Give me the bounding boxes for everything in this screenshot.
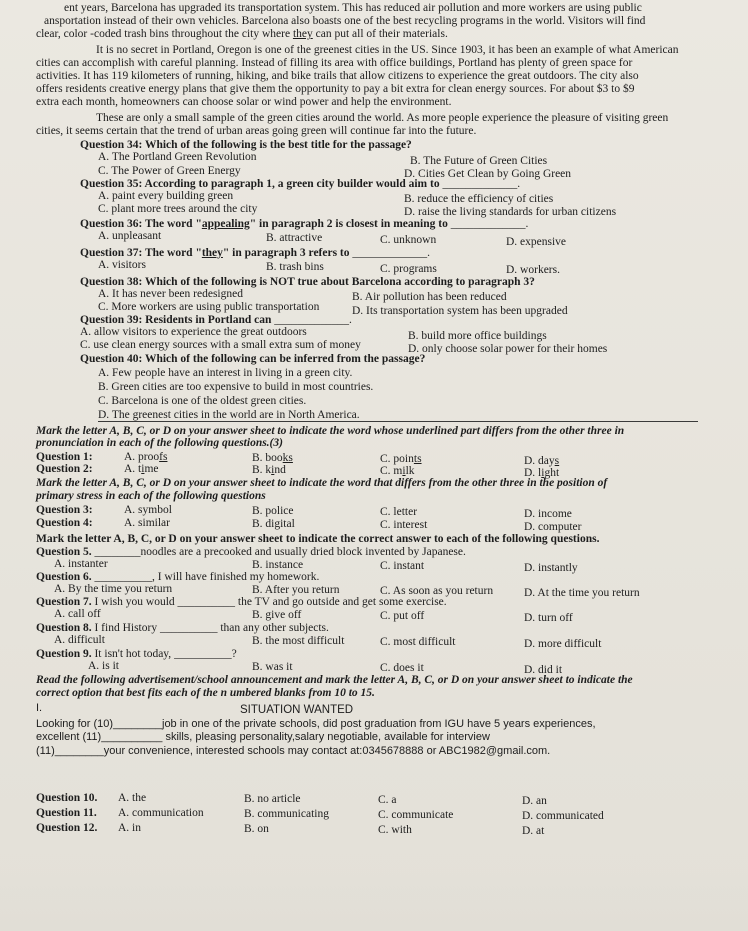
question-12-label: Question 12. [36,822,98,834]
q3-option-d[interactable]: D. income [524,508,572,520]
q5-option-a[interactable]: A. instanter [54,558,108,570]
section-pronunciation-instruction: pronunciation in each of the following questions.(3) [36,437,283,449]
q11-option-b[interactable]: B. communicating [244,808,329,820]
q38-option-a[interactable]: A. It has never been redesigned [98,288,243,300]
section-correct-answer-instruction: Mark the letter A, B, C, or D on your answer sheet to indicate the correct answer to each of the following questions. [36,533,600,545]
q11-option-c[interactable]: C. communicate [378,809,454,821]
advert-title: SITUATION WANTED [240,704,354,716]
q11-option-a[interactable]: A. communication [118,807,204,819]
q1-option-a[interactable]: A. proofs [124,451,168,463]
passage-line: ent years, Barcelona has upgraded its transportation system. This has reduced air pollution and more workers are using public [64,2,642,14]
q6-option-a[interactable]: A. By the time you return [54,583,173,595]
q36-option-c[interactable]: C. unknown [380,234,437,246]
q4-option-b[interactable]: B. digital [252,518,295,530]
passage-line: extra each month, homeowners can choose solar or wind power and help the environment. [36,96,452,108]
question-36-stem: Question 36: The word "appealing" in paragraph 2 is closest in meaning to _____________. [80,218,529,230]
question-9-stem: Question 9. It isn't hot today, __________? [36,648,237,660]
q38-option-c[interactable]: C. More workers are using public transportation [98,301,320,313]
q11-option-d[interactable]: D. communicated [522,810,604,822]
advert-line: excellent (11)__________ skills, pleasing personality,salary negotiable, available for interview [36,731,490,743]
q8-option-b[interactable]: B. the most difficult [252,635,345,647]
question-6-stem: Question 6. __________, I will have finished my homework. [36,571,320,583]
q35-option-b[interactable]: B. reduce the efficiency of cities [404,193,554,205]
divider [98,421,698,422]
q2-option-d[interactable]: D. light [524,467,560,479]
q37-option-c[interactable]: C. programs [380,263,437,275]
passage-line: cities, it seems certain that the trend of urban areas going green will continue far into the future. [36,125,477,137]
passage-line: cities can accomplish with careful planning. Instead of filling its area with office buildings, Portland has plenty of green space for [36,57,633,69]
question-4-label: Question 4: [36,517,93,529]
q8-option-c[interactable]: C. most difficult [380,636,456,648]
section-pronunciation-instruction: Mark the letter A, B, C, or D on your answer sheet to indicate the word whose underlined part differs from the other three in [36,425,625,437]
q36-option-d[interactable]: D. expensive [506,236,567,248]
question-3-label: Question 3: [36,504,93,516]
q8-option-d[interactable]: D. more difficult [524,638,602,650]
q39-option-c[interactable]: C. use clean energy sources with a small extra sum of money [80,339,361,351]
q10-option-d[interactable]: D. an [522,795,547,807]
question-5-stem: Question 5. ________noodles are a precooked and usually dried block invented by Japanese. [36,546,466,558]
passage-line: ansportation instead of their own vehicles. Barcelona also boasts one of the best recycling programs in the world. Visitors will find [44,15,646,27]
q3-option-c[interactable]: C. letter [380,506,418,518]
q9-option-b[interactable]: B. was it [252,661,293,673]
q6-option-b[interactable]: B. After you return [252,584,340,596]
question-1-label: Question 1: [36,451,93,463]
q7-option-a[interactable]: A. call off [54,608,101,620]
q8-option-a[interactable]: A. difficult [54,634,105,646]
q40-option-d[interactable]: D. The greenest cities in the world are in North America. [98,409,360,421]
advert-number: I. [36,702,43,714]
section-stress-instruction: Mark the letter A, B, C, or D on your answer sheet to indicate the word that differs from the other three in the position of [36,477,608,489]
q12-option-a[interactable]: A. in [118,822,141,834]
q40-option-b[interactable]: B. Green cities are too expensive to build in most countries. [98,381,374,393]
q2-option-c[interactable]: C. milk [380,465,415,477]
question-34-stem: Question 34: Which of the following is the best title for the passage? [80,139,412,151]
question-38-stem: Question 38: Which of the following is NOT true about Barcelona according to paragraph 3? [80,276,535,288]
q34-option-b[interactable]: B. The Future of Green Cities [410,155,548,167]
q6-option-d[interactable]: D. At the time you return [524,587,640,599]
q4-option-d[interactable]: D. computer [524,521,582,533]
question-7-stem: Question 7. I wish you would __________ the TV and go outside and get some exercise. [36,596,447,608]
q4-option-c[interactable]: C. interest [380,519,428,531]
passage-line: offers residents creative energy plans that give them the opportunity to pay a bit extra for clean energy sources. For about $3 to $9 [36,83,635,95]
passage-line: It is no secret in Portland, Oregon is one of the greenest cities in the US. Since 1903, it has been an example of what American [96,44,679,56]
q40-option-a[interactable]: A. Few people have an interest in living in a green city. [98,367,353,379]
q34-option-a[interactable]: A. The Portland Green Revolution [98,151,257,163]
q3-option-b[interactable]: B. police [252,505,294,517]
question-40-stem: Question 40: Which of the following can be inferred from the passage? [80,353,426,365]
q36-option-a[interactable]: A. unpleasant [98,230,162,242]
q12-option-b[interactable]: B. on [244,823,269,835]
q40-option-c[interactable]: C. Barcelona is one of the oldest green cities. [98,395,307,407]
q12-option-d[interactable]: D. at [522,825,545,837]
q10-option-c[interactable]: C. a [378,794,397,806]
question-39-stem: Question 39: Residents in Portland can _____________. [80,314,352,326]
q3-option-a[interactable]: A. symbol [124,504,172,516]
q39-option-b[interactable]: B. build more office buildings [408,330,547,342]
q35-option-a[interactable]: A. paint every building green [98,190,234,202]
q7-option-c[interactable]: C. put off [380,610,425,622]
question-8-stem: Question 8. I find History __________ than any other subjects. [36,622,329,634]
passage-line: These are only a small sample of the green cities around the world. As more people experience the pleasure of visiting green [96,112,669,124]
q1-option-d[interactable]: D. days [524,455,560,467]
q36-option-b[interactable]: B. attractive [266,232,323,244]
q1-option-b[interactable]: B. books [252,452,293,464]
q38-option-d[interactable]: D. Its transportation system has been upgraded [352,305,568,317]
q5-option-d[interactable]: D. instantly [524,562,578,574]
q39-option-d[interactable]: D. only choose solar power for their homes [408,343,608,355]
q34-option-c[interactable]: C. The Power of Green Energy [98,165,241,177]
q12-option-c[interactable]: C. with [378,824,412,836]
q37-option-b[interactable]: B. trash bins [266,261,324,273]
advert-line: Looking for (10)________job in one of the private schools, did post graduation from IGU have 5 years experiences, [36,718,596,730]
question-10-label: Question 10. [36,792,98,804]
q5-option-b[interactable]: B. instance [252,559,304,571]
q34-option-d[interactable]: D. Cities Get Clean by Going Green [404,168,572,180]
q6-option-c[interactable]: C. As soon as you return [380,585,494,597]
question-11-label: Question 11. [36,807,97,819]
q2-option-a[interactable]: A. time [124,463,159,475]
passage-line: activities. It has 119 kilometers of running, hiking, and bike trails that allow citizens to experience the great outdoors. The city also [36,70,639,82]
q4-option-a[interactable]: A. similar [124,517,170,529]
q9-option-a[interactable]: A. is it [88,660,119,672]
q37-option-a[interactable]: A. visitors [98,259,146,271]
q10-option-a[interactable]: A. the [118,792,147,804]
q9-option-c[interactable]: C. does it [380,662,424,674]
question-2-label: Question 2: [36,463,93,475]
section-advert-instruction: Read the following advertisement/school announcement and mark the letter A, B, C, or D on your answer sheet to indicate the [36,674,633,686]
section-stress-instruction: primary stress in each of the following questions [36,490,266,502]
q35-option-d[interactable]: D. raise the living standards for urban citizens [404,206,617,218]
q38-option-b[interactable]: B. Air pollution has been reduced [352,291,507,303]
question-35-stem: Question 35: According to paragraph 1, a green city builder would aim to _____________. [80,178,521,190]
section-advert-instruction: correct option that best fits each of the n umbered blanks from 10 to 15. [36,687,375,699]
q9-option-d[interactable]: D. did it [524,664,563,676]
page-bottom-margin [0,870,748,931]
passage-line: clear, color -coded trash bins throughout the city where they can put all of their materials. [36,28,448,40]
q7-option-d[interactable]: D. turn off [524,612,573,624]
q2-option-b[interactable]: B. kind [252,464,286,476]
q1-option-c[interactable]: C. points [380,453,422,465]
q35-option-c[interactable]: C. plant more trees around the city [98,203,258,215]
q5-option-c[interactable]: C. instant [380,560,425,572]
q39-option-a[interactable]: A. allow visitors to experience the great outdoors [80,326,307,338]
q37-option-d[interactable]: D. workers. [506,264,560,276]
q7-option-b[interactable]: B. give off [252,609,302,621]
advert-line: (11)________your convenience, interested schools may contact at:0345678888 or ABC1982@gmail.com. [36,745,551,757]
question-37-stem: Question 37: The word "they" in paragraph 3 refers to _____________. [80,247,431,259]
q10-option-b[interactable]: B. no article [244,793,301,805]
